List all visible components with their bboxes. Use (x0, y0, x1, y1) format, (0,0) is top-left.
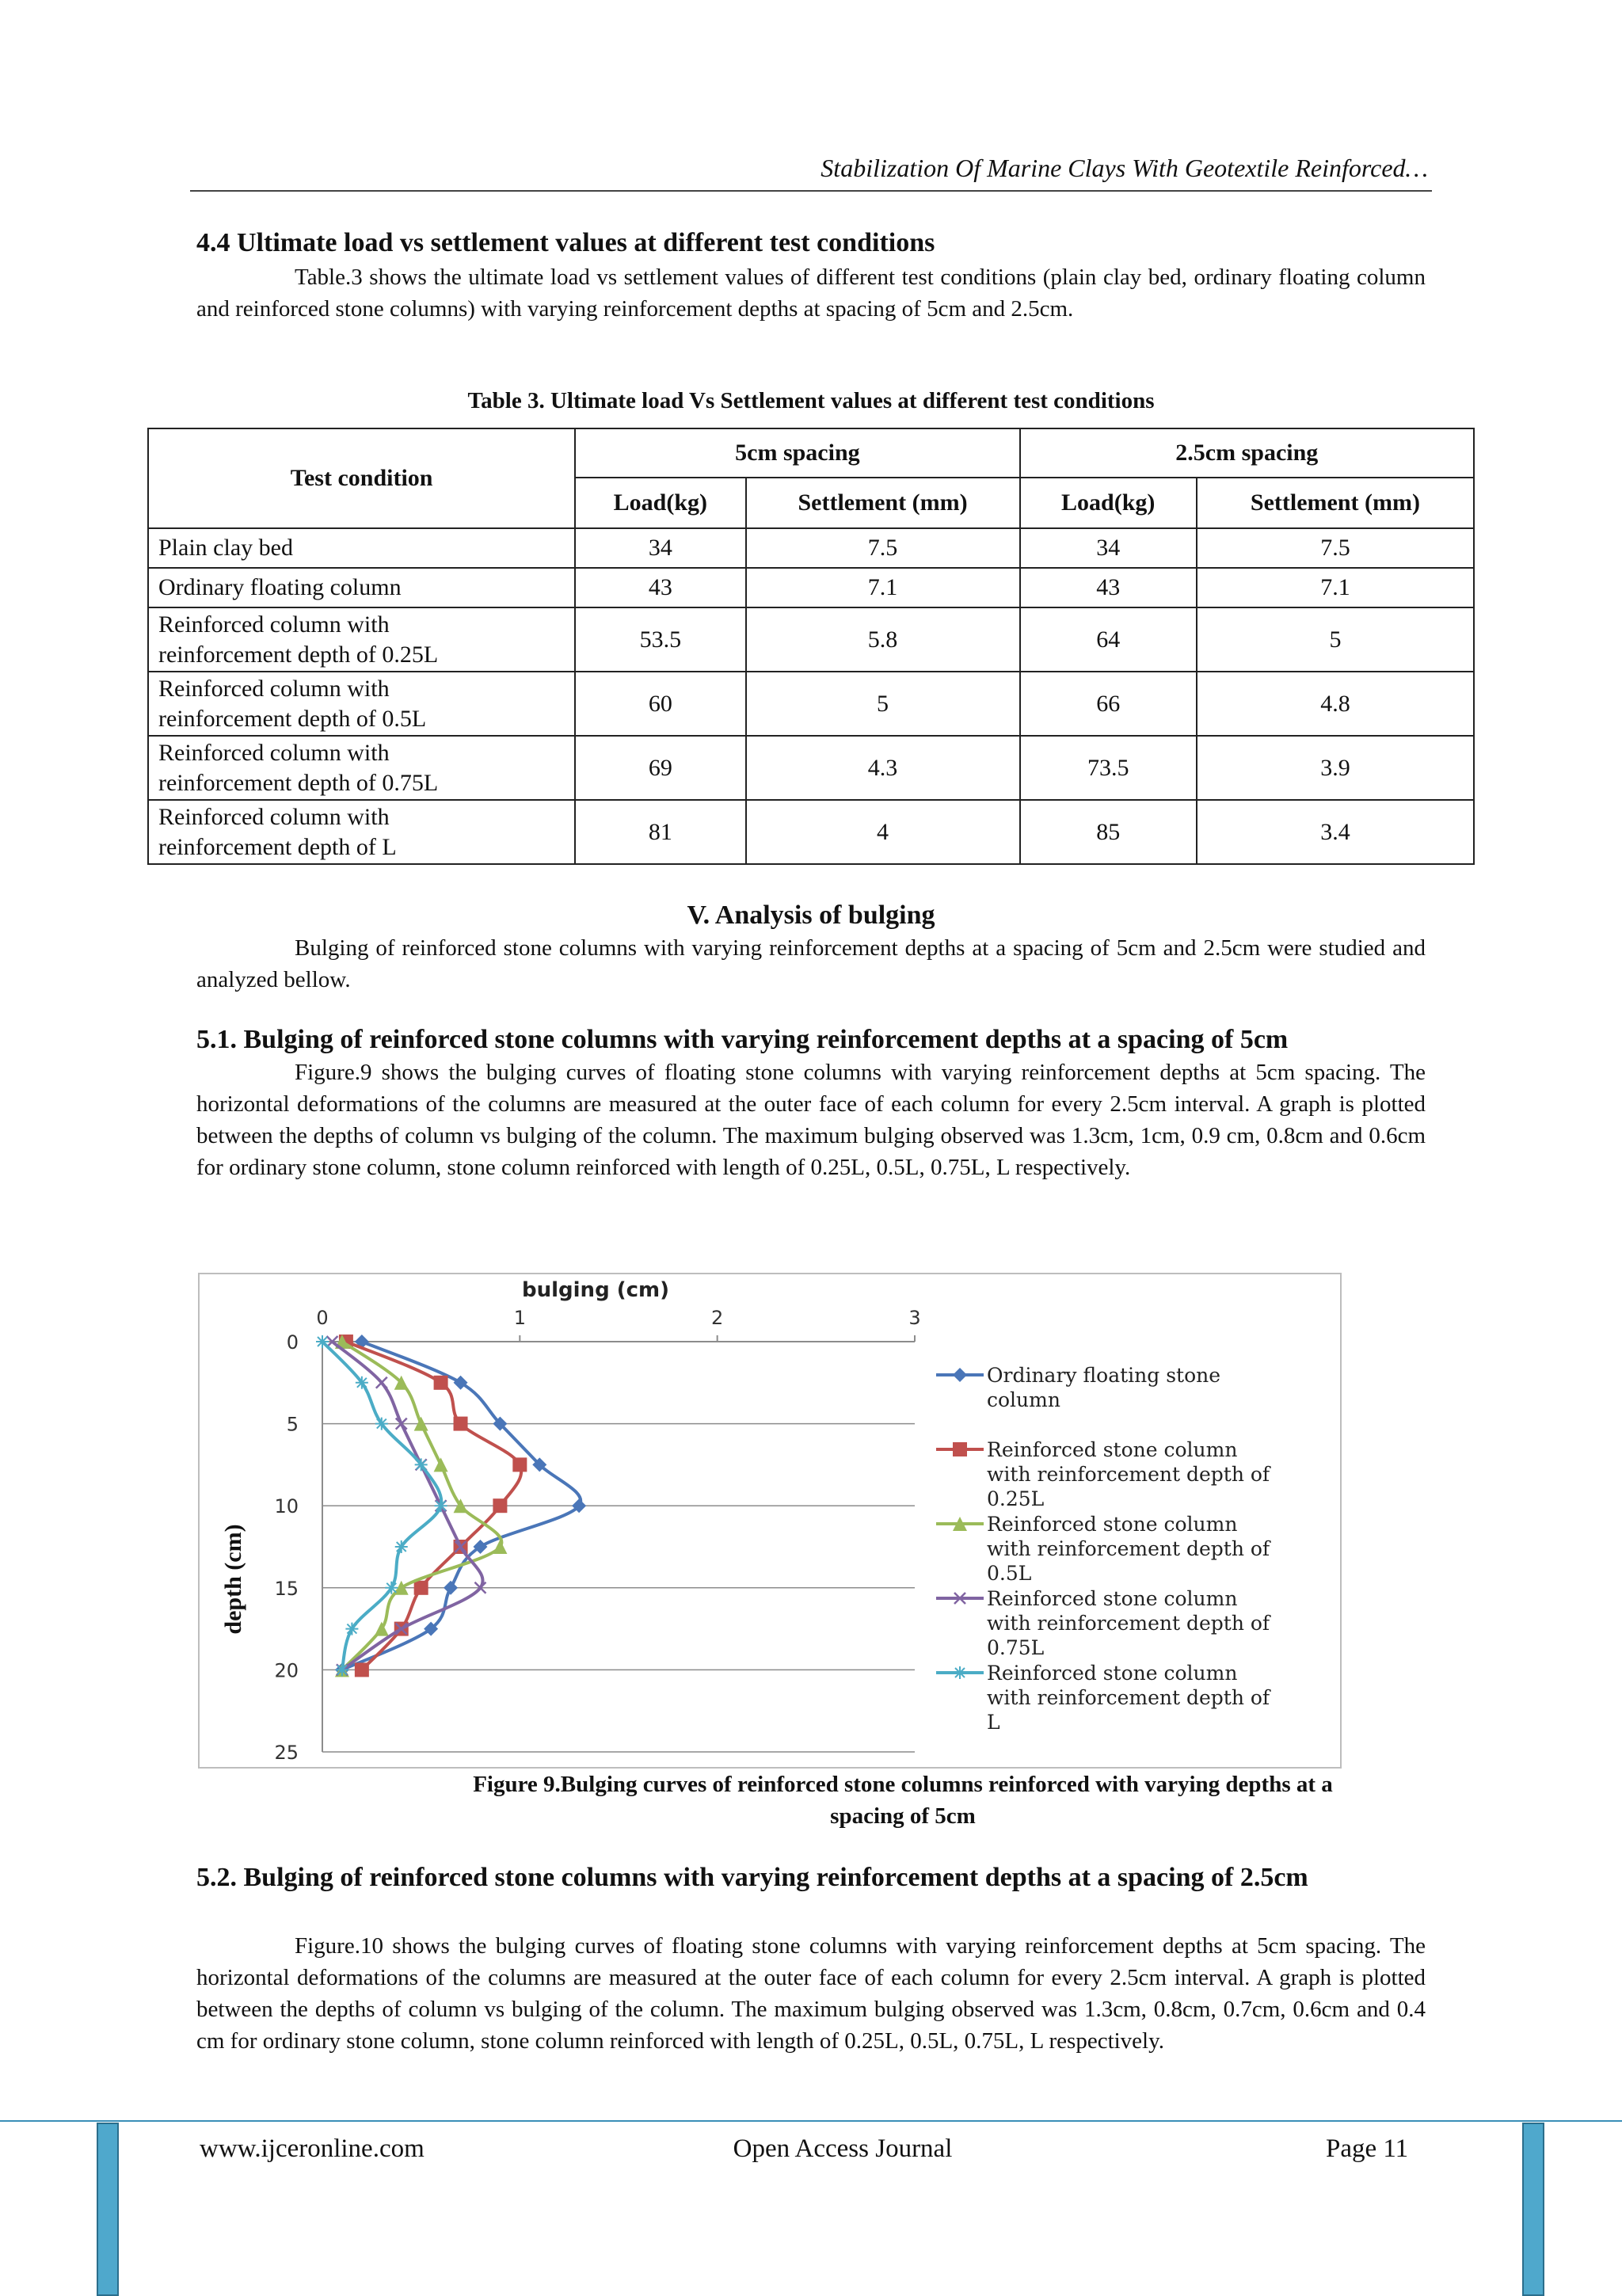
data-point (316, 1335, 329, 1348)
legend-label: Reinforced stone column (987, 1662, 1238, 1685)
data-point (355, 1662, 369, 1677)
data-point (434, 1457, 448, 1472)
footer-journal: Open Access Journal (733, 2134, 953, 2163)
cell-settlement-5cm: 4.3 (746, 736, 1020, 800)
data-point (356, 1376, 368, 1389)
section-4-4-heading: 4.4 Ultimate load vs settlement values at different test conditions (196, 228, 935, 257)
header-test-condition: Test condition (148, 428, 575, 528)
cell-load-5cm: 81 (575, 800, 745, 864)
table-row (148, 736, 1474, 800)
table-row (148, 528, 1474, 568)
section-v-heading: V. Analysis of bulging (687, 901, 935, 930)
cell-condition: Plain clay bed (148, 528, 575, 568)
cell-settlement-2-5cm: 7.5 (1197, 528, 1474, 568)
legend-label: with reinforcement depth of (987, 1463, 1270, 1486)
cell-settlement-2-5cm: 5 (1197, 607, 1474, 672)
x-tick-label: 1 (513, 1307, 526, 1329)
footer-site: www.ijceronline.com (200, 2134, 425, 2163)
legend-label: with reinforcement depth of (987, 1537, 1270, 1560)
legend-label: Ordinary floating stone (987, 1364, 1221, 1387)
data-point (376, 1377, 387, 1388)
cell-settlement-2-5cm: 7.1 (1197, 568, 1474, 607)
legend-label: Reinforced stone column (987, 1513, 1238, 1536)
header-5cm-spacing: 5cm spacing (575, 428, 1019, 478)
data-point (434, 1376, 448, 1390)
data-point (345, 1623, 358, 1635)
y-tick-label: 5 (286, 1413, 299, 1436)
y-axis-label: depth (cm) (220, 1524, 246, 1635)
header-2-5cm-spacing: 2.5cm spacing (1020, 428, 1474, 478)
data-point (375, 1622, 389, 1636)
legend-label: column (987, 1388, 1060, 1411)
x-tick-label: 0 (316, 1307, 329, 1329)
data-point (444, 1581, 458, 1595)
section-5-2-paragraph: Figure.10 shows the bulging curves of floating stone columns with varying reinforcement depths at 5cm spacing. The horizontal deformations of the columns are measured at the outer face of each column for every 2.5cm interval. A graph is plotted between the depths of column vs bulging of the column. The maximum bulging observed was 1.3cm, 0.8cm, 0.7cm, 0.6cm and 0.4 cm for ordinary stone column, stone column reinforced with length of 0.25L, 0.5L, 0.75L, L respectively. (196, 1933, 1426, 2054)
cell-settlement-2-5cm: 3.9 (1197, 736, 1474, 800)
section-5-1-heading: 5.1. Bulging of reinforced stone columns with varying reinforcement depths at a spacing of 5cm (196, 1025, 1289, 1054)
legend-label: 0.25L (987, 1487, 1045, 1510)
data-point (954, 1666, 966, 1679)
legend-label: Reinforced stone column (987, 1587, 1238, 1610)
data-point (493, 1498, 507, 1513)
header-settlement-2-5cm: Settlement (mm) (1197, 478, 1474, 528)
cell-settlement-2-5cm: 4.8 (1197, 672, 1474, 736)
data-point (336, 1663, 348, 1676)
cell-load-5cm: 69 (575, 736, 745, 800)
figure-9-caption-line-2: spacing of 5cm (830, 1803, 976, 1829)
cell-load-5cm: 34 (575, 528, 745, 568)
data-point (385, 1582, 398, 1594)
legend-label: 0.5L (987, 1562, 1032, 1585)
table-row (148, 672, 1474, 736)
section-5-1-paragraph: Figure.9 shows the bulging curves of floating stone columns with varying reinforcement depths at 5cm spacing. The horizontal deformations of the columns are measured at the outer face of each column for every 2.5cm interval. A graph is plotted between the depths of column vs bulging of the column. The maximum bulging observed was 1.3cm, 1cm, 0.9 cm, 0.8cm and 0.6cm for ordinary stone column, stone column reinforced with length of 0.25L, 0.5L, 0.75L, L respectively. (196, 1060, 1426, 1180)
table-row (148, 800, 1474, 864)
cell-load-2-5cm: 66 (1020, 672, 1197, 736)
y-tick-label: 25 (274, 1742, 299, 1764)
table-row (148, 568, 1474, 607)
data-point (953, 1368, 967, 1382)
x-tick-label: 3 (908, 1307, 921, 1329)
data-point (395, 1540, 408, 1553)
data-point (953, 1442, 967, 1456)
cell-settlement-5cm: 7.1 (746, 568, 1020, 607)
legend-label: 0.75L (987, 1636, 1045, 1659)
cell-load-2-5cm: 73.5 (1020, 736, 1197, 800)
table-3-caption: Table 3. Ultimate load Vs Settlement values at different test conditions (467, 388, 1155, 413)
data-point (414, 1581, 428, 1595)
header-load-5cm: Load(kg) (575, 478, 745, 528)
cell-load-2-5cm: 85 (1020, 800, 1197, 864)
y-tick-label: 20 (274, 1659, 299, 1682)
cell-load-5cm: 60 (575, 672, 745, 736)
header-load-2-5cm: Load(kg) (1020, 478, 1197, 528)
results-table (147, 428, 1475, 865)
x-axis-label: bulging (cm) (522, 1278, 669, 1302)
cell-load-2-5cm: 34 (1020, 528, 1197, 568)
y-tick-label: 10 (274, 1495, 299, 1518)
footer-rule (0, 2120, 1622, 2122)
section-4-4-paragraph: Table.3 shows the ultimate load vs settlement values of different test conditions (plain clay bed, ordinary floating column and reinforced stone columns) with varying reinforcement depths at spacing of 5cm and 2.5cm. (196, 265, 1426, 322)
legend-label: L (987, 1711, 1000, 1734)
cell-load-2-5cm: 64 (1020, 607, 1197, 672)
cell-settlement-5cm: 5 (746, 672, 1020, 736)
x-tick-label: 2 (711, 1307, 724, 1329)
cell-load-2-5cm: 43 (1020, 568, 1197, 607)
cell-condition: Reinforced column with reinforcement depth of 0.5L (148, 672, 575, 736)
figure-9-caption-line-1: Figure 9.Bulging curves of reinforced stone columns reinforced with varying depths at a (473, 1772, 1333, 1797)
cell-settlement-5cm: 4 (746, 800, 1020, 864)
y-tick-label: 0 (286, 1331, 299, 1354)
section-v-paragraph: Bulging of reinforced stone columns with varying reinforcement depths at a spacing of 5cm and 2.5cm were studied and analyzed bellow. (196, 935, 1426, 992)
cell-condition: Reinforced column with reinforcement depth of 0.25L (148, 607, 575, 672)
header-rule (190, 190, 1432, 192)
data-point (454, 1417, 468, 1431)
data-point (512, 1457, 527, 1472)
footer-page: Page 11 (1326, 2134, 1409, 2163)
cell-condition: Reinforced column with reinforcement depth of 0.75L (148, 736, 575, 800)
cell-condition: Reinforced column with reinforcement depth of L (148, 800, 575, 864)
figure-9-caption (301, 1769, 1505, 1832)
data-point (415, 1458, 428, 1471)
legend-label: with reinforcement depth of (987, 1612, 1270, 1635)
cell-settlement-5cm: 5.8 (746, 607, 1020, 672)
running-header: Stabilization Of Marine Clays With Geotextile Reinforced… (821, 154, 1428, 182)
cell-settlement-2-5cm: 3.4 (1197, 800, 1474, 864)
legend-label: with reinforcement depth of (987, 1686, 1270, 1709)
cell-load-5cm: 53.5 (575, 607, 745, 672)
data-point (375, 1418, 388, 1430)
y-tick-label: 15 (274, 1577, 299, 1600)
data-point (493, 1540, 507, 1554)
section-5-2-heading: 5.2. Bulging of reinforced stone columns with varying reinforcement depths at a spacing of 2.5cm (196, 1863, 1308, 1892)
table-row (148, 607, 1474, 672)
cell-load-5cm: 43 (575, 568, 745, 607)
header-settlement-5cm: Settlement (mm) (746, 478, 1020, 528)
data-point (435, 1499, 447, 1512)
cell-condition: Ordinary floating column (148, 568, 575, 607)
cell-settlement-5cm: 7.5 (746, 528, 1020, 568)
bulging-chart (200, 1274, 1337, 1764)
legend-label: Reinforced stone column (987, 1438, 1238, 1461)
